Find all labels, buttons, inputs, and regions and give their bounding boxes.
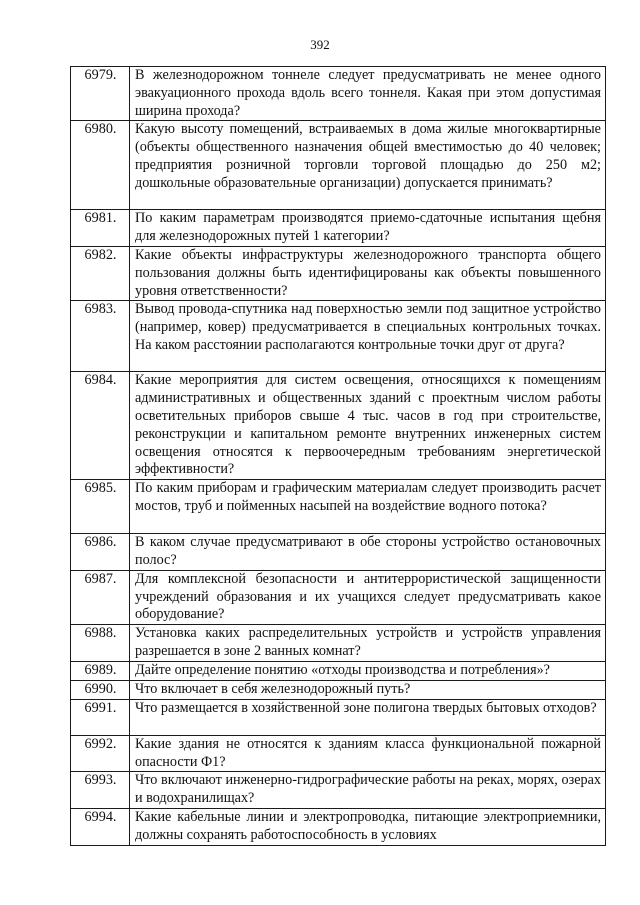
table-row xyxy=(71,808,606,845)
table-row xyxy=(71,699,606,735)
page-number: 392 xyxy=(310,37,330,52)
question-text: Какие здания не относятся к зданиям класса функциональной пожарной опасности Ф1? xyxy=(130,735,606,772)
question-text: По каким приборам и графическим материалам следует производить расчет мостов, труб и пойменных насыпей на воздействие водного потока? xyxy=(130,480,606,534)
questions-table xyxy=(70,66,606,846)
question-number: 6979. xyxy=(71,67,130,121)
table-row xyxy=(71,570,606,624)
question-number: 6987. xyxy=(71,570,130,624)
question-number: 6984. xyxy=(71,372,130,480)
question-number: 6990. xyxy=(71,680,130,699)
question-text: Какую высоту помещений, встраиваемых в дома жилые многоквартирные (объекты общественного назначения общей вместимостью до 40 человек; предприятия розничной торговли торговой площадью до 250 м2; дошкольные образовательные организации) допускается принимать? xyxy=(130,121,606,210)
question-number: 6983. xyxy=(71,301,130,372)
question-text: Какие мероприятия для систем освещения, относящихся к помещениям административных и общественных зданий с проектным числом работы осветительных приборов свыше 4 тыс. часов в год при строительстве, реконструкции и капитальном ремонте внутренних инженерных систем освещения относятся к первоочередным требованиям энергетической эффективности? xyxy=(130,372,606,480)
question-text: В железнодорожном тоннеле следует предусматривать не менее одного эвакуационного прохода вдоль всего тоннеля. Какая при этом допустимая ширина прохода? xyxy=(130,67,606,121)
question-text: Какие объекты инфраструктуры железнодорожного транспорта общего пользования должны быть идентифицированы как объекты повышенного уровня ответственности? xyxy=(130,246,606,300)
question-number: 6992. xyxy=(71,735,130,772)
question-text: В каком случае предусматривают в обе стороны устройство остановочных полос? xyxy=(130,534,606,571)
question-number: 6989. xyxy=(71,661,130,680)
question-number: 6985. xyxy=(71,480,130,534)
question-number: 6980. xyxy=(71,121,130,210)
question-text: Дайте определение понятию «отходы производства и потребления»? xyxy=(130,661,606,680)
table-row xyxy=(71,67,606,121)
question-number: 6986. xyxy=(71,534,130,571)
table-row xyxy=(71,661,606,680)
question-text: Что размещается в хозяйственной зоне полигона твердых бытовых отходов? xyxy=(130,699,606,735)
table-row xyxy=(71,210,606,247)
question-text: Какие кабельные линии и электропроводка, питающие электроприемники, должны сохранять работоспособность в условиях xyxy=(130,808,606,845)
question-number: 6981. xyxy=(71,210,130,247)
table-row xyxy=(71,246,606,300)
question-text: Что включает в себя железнодорожный путь? xyxy=(130,680,606,699)
table-row xyxy=(71,121,606,210)
question-number: 6993. xyxy=(71,772,130,809)
question-number: 6994. xyxy=(71,808,130,845)
question-text: Что включают инженерно-гидрографические работы на реках, морях, озерах и водохранилищах? xyxy=(130,772,606,809)
question-number: 6988. xyxy=(71,625,130,662)
question-text: Установка каких распределительных устройств и устройств управления разрешается в зоне 2 ванных комнат? xyxy=(130,625,606,662)
table-row xyxy=(71,301,606,372)
table-row xyxy=(71,625,606,662)
question-number: 6982. xyxy=(71,246,130,300)
question-number: 6991. xyxy=(71,699,130,735)
question-text: Для комплексной безопасности и антитеррористической защищенности учреждений образования и их учащихся следует предусматривать какое оборудование? xyxy=(130,570,606,624)
question-text: Вывод провода-спутника над поверхностью земли под защитное устройство (например, ковер) предусматривается в специальных контрольных точках. На каком расстоянии располагаются контрольные точки друг от друга? xyxy=(130,301,606,372)
table-row xyxy=(71,534,606,571)
table-row xyxy=(71,680,606,699)
table-row xyxy=(71,735,606,772)
question-text: По каким параметрам производятся приемо-сдаточные испытания щебня для железнодорожных путей 1 категории? xyxy=(130,210,606,247)
table-row xyxy=(71,772,606,809)
table-row xyxy=(71,372,606,480)
table-row xyxy=(71,480,606,534)
